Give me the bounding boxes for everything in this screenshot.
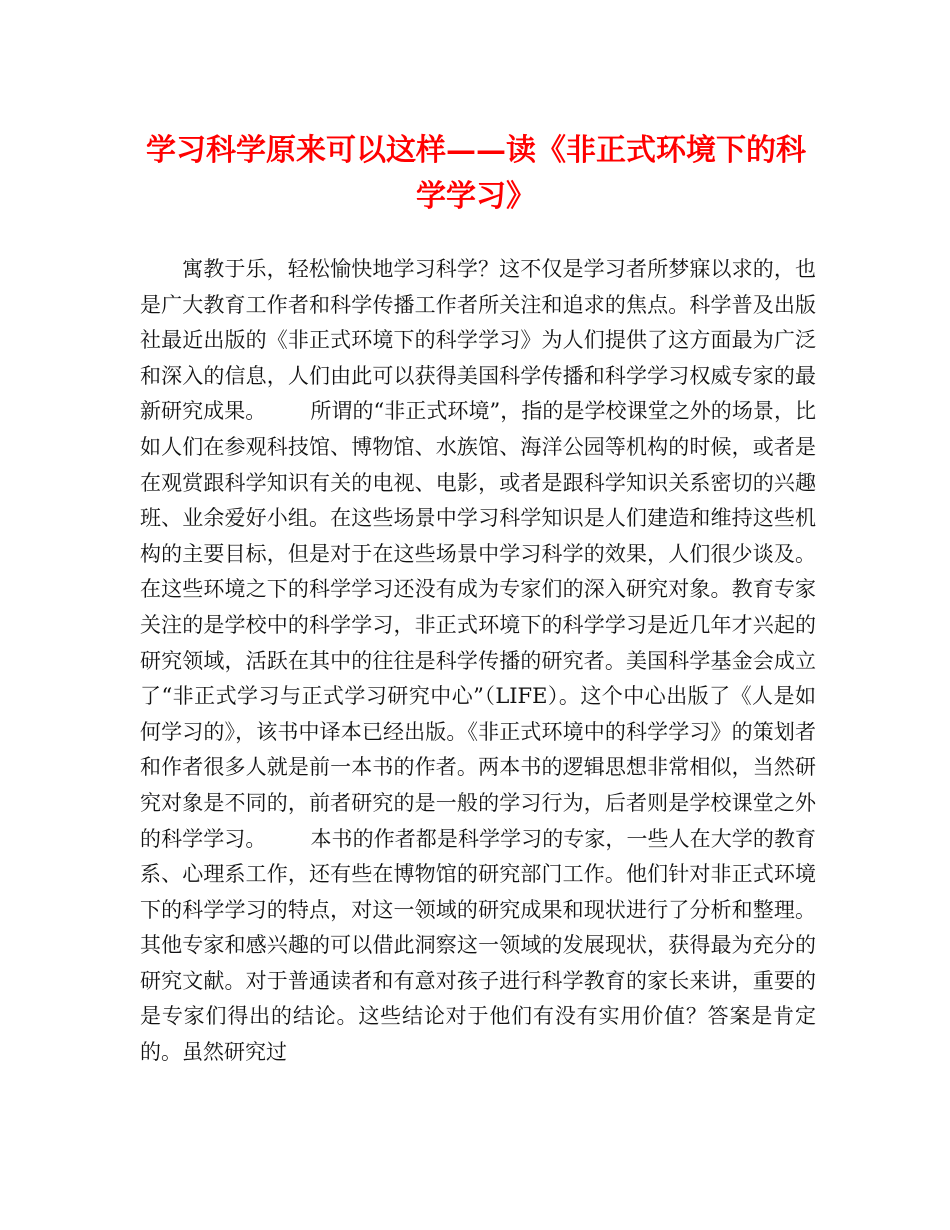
document-body — [140, 252, 816, 1071]
document-title: 学习科学原来可以这样——读《非正式环境下的科学学习》 — [146, 133, 806, 214]
paragraph-3: 本书的作者都是科学学习的专家，一些人在大学的教育系、心理系工作，还有些在博物馆的研究部门工作。他们针对非正式环境下的科学学习的特点，对这一领域的研究成果和现状进行了分析和整理。其他专家和感兴趣的可以借此洞察这一领域的发展现状，获得最为充分的研究文献。对于普通读者和有意对孩子进行科学教育的家长来讲，重要的是专家们得出的结论。这些结论对于他们有没有实用价值？答案是肯定的。虽然研究过 — [140, 826, 816, 1065]
paragraph-1: 寓教于乐，轻松愉快地学习科学？这不仅是学习者所梦寐以求的，也是广大教育工作者和科学传播工作者所关注和追求的焦点。科学普及出版社最近出版的《非正式环境下的科学学习》为人们提供了这方面最为广泛和深入的信息，人们由此可以获得美国科学传播和科学学习权威专家的最新研究成果。 — [140, 257, 816, 424]
paragraph-2: 所谓的“非正式环境”，指的是学校课堂之外的场景，比如人们在参观科技馆、博物馆、水族馆、海洋公园等机构的时候，或者是在观赏跟科学知识有关的电视、电影，或者是跟科学知识关系密切的兴趣班、业余爱好小组。在这些场景中学习科学知识是人们建造和维持这些机构的主要目标，但是对于在这些场景中学习科学的效果，人们很少谈及。在这些环境之下的科学学习还没有成为专家们的深入研究对象。教育专家关注的是学校中的科学学习，非正式环境下的科学学习是近几年才兴起的研究领域，活跃在其中的往往是科学传播的研究者。美国科学基金会成立了“非正式学习与正式学习研究中心”（LIFE）。这个中心出版了《人是如何学习的》，该书中译本已经出版。《非正式环境中的科学学习》的策划者和作者很多人就是前一本书的作者。两本书的逻辑思想非常相似，当然研究对象是不同的，前者研究的是一般的学习行为，后者则是学校课堂之外的科学学习。 — [140, 399, 816, 851]
